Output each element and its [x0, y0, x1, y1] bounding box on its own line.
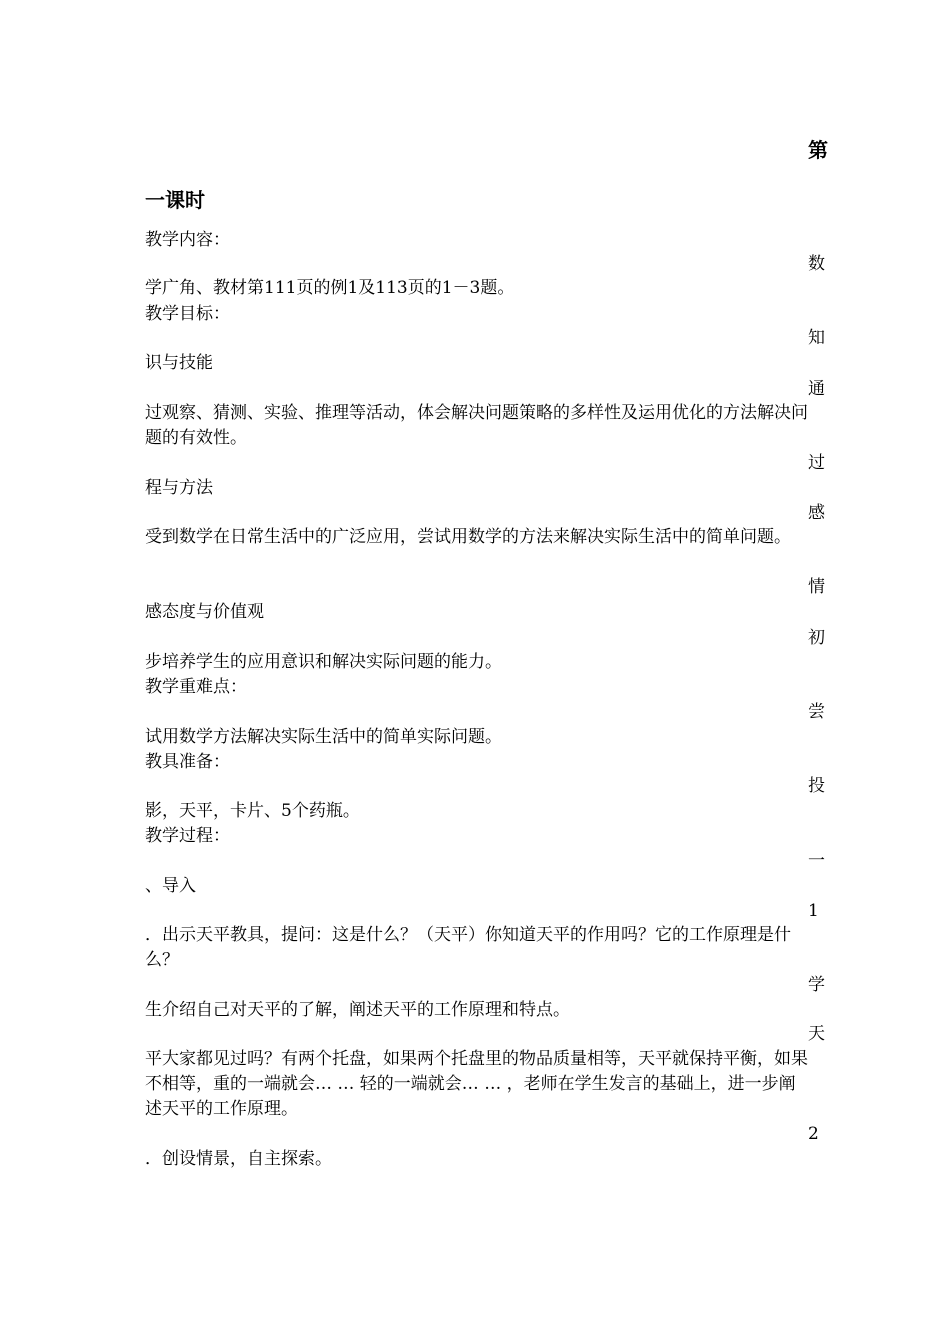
- margin-char: 投: [808, 776, 825, 796]
- text-line: 、导入: [145, 876, 196, 896]
- margin-char: 2: [808, 1124, 819, 1144]
- margin-char: 感: [808, 503, 825, 523]
- section-label-difficulty: 教学重难点：: [145, 677, 247, 697]
- section-label-process: 教学过程：: [145, 826, 230, 846]
- text-line: 程与方法: [145, 478, 213, 498]
- margin-char: 初: [808, 628, 825, 648]
- text-line: ．创设情景，自主探索。: [145, 1149, 332, 1169]
- text-line: 感态度与价值观: [145, 602, 264, 622]
- margin-char: 学: [808, 975, 825, 995]
- section-label-content: 教学内容：: [145, 230, 230, 250]
- heading-right-char: 第: [808, 138, 828, 162]
- margin-char: 情: [808, 577, 825, 597]
- margin-char: 1: [808, 901, 819, 921]
- text-paragraph: 平大家都见过吗？有两个托盘，如果两个托盘里的物品质量相等，天平就保持平衡，如果不相等，重的一端就会… … 轻的一端就会… … ，老师在学生发言的基础上，进一步阐述天平的工作原理。: [145, 1049, 808, 1119]
- margin-char: 数: [808, 254, 825, 274]
- section-label-goals: 教学目标：: [145, 304, 230, 324]
- text-line: 学广角、教材第111页的例1及113页的1－3题。: [145, 278, 515, 298]
- text-paragraph: 过观察、猜测、实验、推理等活动，体会解决问题策略的多样性及运用优化的方法解决问题的有效性。: [145, 403, 808, 448]
- text-paragraph: ．出示天平教具，提问：这是什么？（天平）你知道天平的作用吗？它的工作原理是什么？: [145, 925, 791, 970]
- margin-char: 通: [808, 379, 825, 399]
- margin-char: 尝: [808, 702, 825, 722]
- margin-char: 知: [808, 328, 825, 348]
- text-line: 影，天平，卡片、5个药瓶。: [145, 801, 360, 821]
- text-paragraph: 受到数学在日常生活中的广泛应用，尝试用数学的方法来解决实际生活中的简单问题。: [145, 527, 791, 547]
- text-line: 生介绍自己对天平的了解，阐述天平的工作原理和特点。: [145, 1000, 570, 1020]
- section-label-materials: 教具准备：: [145, 752, 230, 772]
- text-line: 试用数学方法解决实际生活中的简单实际问题。: [145, 727, 502, 747]
- margin-char: 过: [808, 453, 825, 473]
- lesson-heading: 一课时: [145, 188, 205, 212]
- margin-char: 天: [808, 1024, 825, 1044]
- text-line: 识与技能: [145, 353, 213, 373]
- margin-char: 一: [808, 851, 825, 871]
- text-line: 步培养学生的应用意识和解决实际问题的能力。: [145, 652, 502, 672]
